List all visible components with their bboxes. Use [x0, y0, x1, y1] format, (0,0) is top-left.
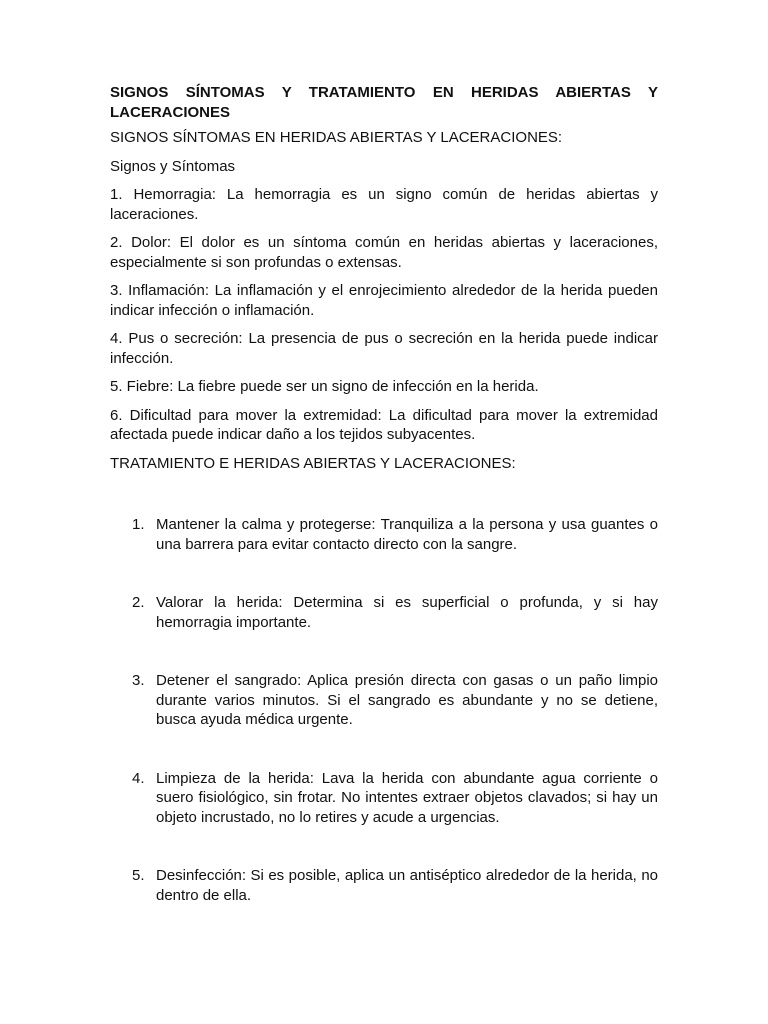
symptom-item: 5. Fiebre: La fiebre puede ser un signo de infección en la herida.: [110, 378, 539, 395]
symptom-item: 1. Hemorragia: La hemorragia es un signo común de heridas abiertas y laceraciones.: [110, 186, 658, 223]
treatment-item: [110, 866, 658, 905]
symptom-item: 6. Dificultad para mover la extremidad: La dificultad para mover la extremidad afectada puede indicar daño a los tejidos subyacentes.: [110, 406, 658, 443]
treatment-text: Limpieza de la herida: Lava la herida con abundante agua corriente o suero fisiológico, sin frotar. No intentes extraer objetos clavados; si hay un objeto incrustado, no lo retires y acude a urgencias.: [156, 769, 658, 826]
treatment-item: [110, 671, 658, 730]
symptom-item: 3. Inflamación: La inflamación y el enrojecimiento alrededor de la herida pueden indicar infección o inflamación.: [110, 282, 658, 319]
list-number: 4.: [132, 769, 145, 787]
treatment-item: [110, 769, 658, 828]
treatment-text: Valorar la herida: Determina si es superficial o profunda, y si hay hemorragia importante.: [156, 594, 658, 631]
treatment-text: Mantener la calma y protegerse: Tranquiliza a la persona y usa guantes o una barrera para evitar contacto directo con la sangre.: [156, 516, 658, 553]
subheading-signs-symptoms: Signos y Síntomas: [110, 157, 236, 175]
treatment-text: Desinfección: Si es posible, aplica un antiséptico alrededor de la herida, no dentro de ella.: [156, 867, 658, 904]
list-number: 1.: [132, 516, 145, 533]
list-number: 5.: [132, 867, 145, 884]
treatment-item: [110, 593, 658, 632]
section-heading-signs: SIGNOS SÍNTOMAS EN HERIDAS ABIERTAS Y LACERACIONES:: [110, 129, 563, 146]
document-page: [110, 83, 658, 905]
treatment-text: Detener el sangrado: Aplica presión directa con gasas o un paño limpio durante varios minutos. Si el sangrado es abundante y no se detiene, busca ayuda médica urgente.: [156, 672, 658, 728]
section-heading-treatment: TRATAMIENTO E HERIDAS ABIERTAS Y LACERACIONES:: [110, 454, 516, 472]
treatment-list: [110, 515, 658, 905]
symptom-item: 2. Dolor: El dolor es un síntoma común en heridas abiertas y laceraciones, especialmente si son profundas o extensas.: [110, 234, 658, 271]
symptom-item: 4. Pus o secreción: La presencia de pus o secreción en la herida puede indicar infección.: [110, 330, 658, 367]
list-number: 3.: [132, 672, 145, 689]
treatment-item: [110, 515, 658, 554]
list-number: 2.: [132, 594, 145, 611]
document-title: SIGNOS SÍNTOMAS Y TRATAMIENTO EN HERIDAS ABIERTAS Y LACERACIONES: [110, 84, 658, 121]
